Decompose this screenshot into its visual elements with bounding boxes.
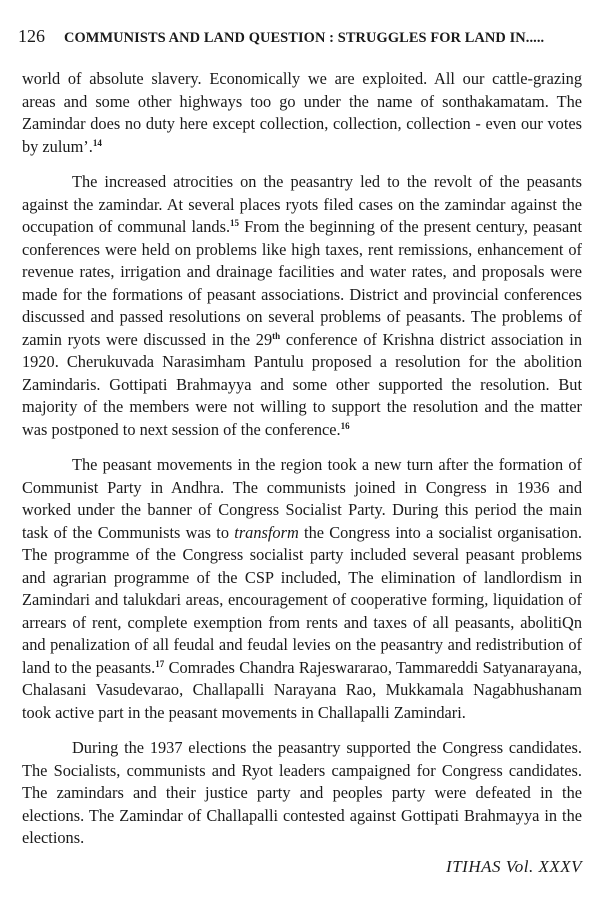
body-text: [22, 68, 582, 850]
footnote-ref-14: 14: [92, 137, 102, 148]
text-segment: conference of Krishna district association in 1920. Cherukuvada Narasimham Pantulu proposed a resolution for the abolition Zamindaris. Gottipati Brahmayya and some other supported the resolution. But majority of the members were not willing to support the resolution and the matter was postponed to next session of the conference.: [22, 329, 582, 439]
paragraph-2: [22, 171, 582, 441]
paragraph-3: [22, 454, 582, 724]
footnote-ref-17: 17: [155, 658, 165, 669]
journal-footer: ITIHAS Vol. XXXV: [446, 857, 582, 876]
page-number: 126: [18, 26, 45, 46]
footnote-ref-15: 15: [230, 218, 240, 228]
running-header: [18, 26, 578, 47]
text-segment: During the 1937 elections the peasantry supported the Congress candidates. The Socialists, communists and Ryot leaders campaigned for Congress candidates. The zamindars and their justice party and peoples party were defeated in the elections. The Zamindar of Challapalli contested against Gottipati Brahmayya in the elections.: [22, 738, 582, 847]
footnote-ref-16: 16: [340, 420, 350, 431]
text-segment: The increased atrocities on the peasantry led to the revolt of the peasants against the zamindar. At several places ryots filed cases on the zamindar against the occupation of communal lands.: [22, 172, 582, 236]
paragraph-1: [22, 68, 582, 158]
ordinal-suffix: th: [272, 330, 281, 341]
italic-word: transform: [234, 522, 299, 542]
text-segment: Comrades Chandra Rajeswararao, Tammareddi Satyanarayana, Chalasani Vasudevarao, Challapalli Narayana Rao, Mukkamala Nagabhushanam took active part in the peasant movements in Challapalli Zamindari.: [22, 657, 582, 722]
text-segment: world of absolute slavery. Economically we are exploited. All our cattle-grazing areas and some other highways too go under the name of sonthakamatam. The Zamindar does no duty here except collection, collection, collection - even our votes by zulum’.: [22, 69, 582, 156]
text-segment: the Congress into a socialist organisation. The programme of the Congress socialist party included several peasant problems and agrarian programme of the CSP included, The elimination of landlordism in Zamindari and talukdari areas, encouragement of cooperative forming, liquidation of arrears of rent, complete exemption from rents and taxes of all peasants, abolitiQn and penalization of all feudal and feudal levies on the peasantry and redistribution of land to the peasants.: [22, 522, 582, 677]
chapter-title: COMMUNISTS AND LAND QUESTION : STRUGGLES FOR LAND IN.....: [64, 30, 545, 46]
text-segment: From the beginning of the present century, peasant conferences were held on problems like high taxes, rent remissions, enhancement of revenue rates, irrigation and drainage facilities and water rates, and proposals were made for the formations of peasant associations. District and provincial conferences discussed and passed resolutions on several problems of peasants. The problems of zamin ryots were discussed in the 29: [22, 217, 582, 349]
text-segment: The peasant movements in the region took a new turn after the formation of Communist Party in Andhra. The communists joined in Congress in 1936 and worked under the banner of Congress Socialist Party. During this period the main task of the Communists was to: [22, 455, 582, 542]
paragraph-4: [22, 737, 582, 850]
